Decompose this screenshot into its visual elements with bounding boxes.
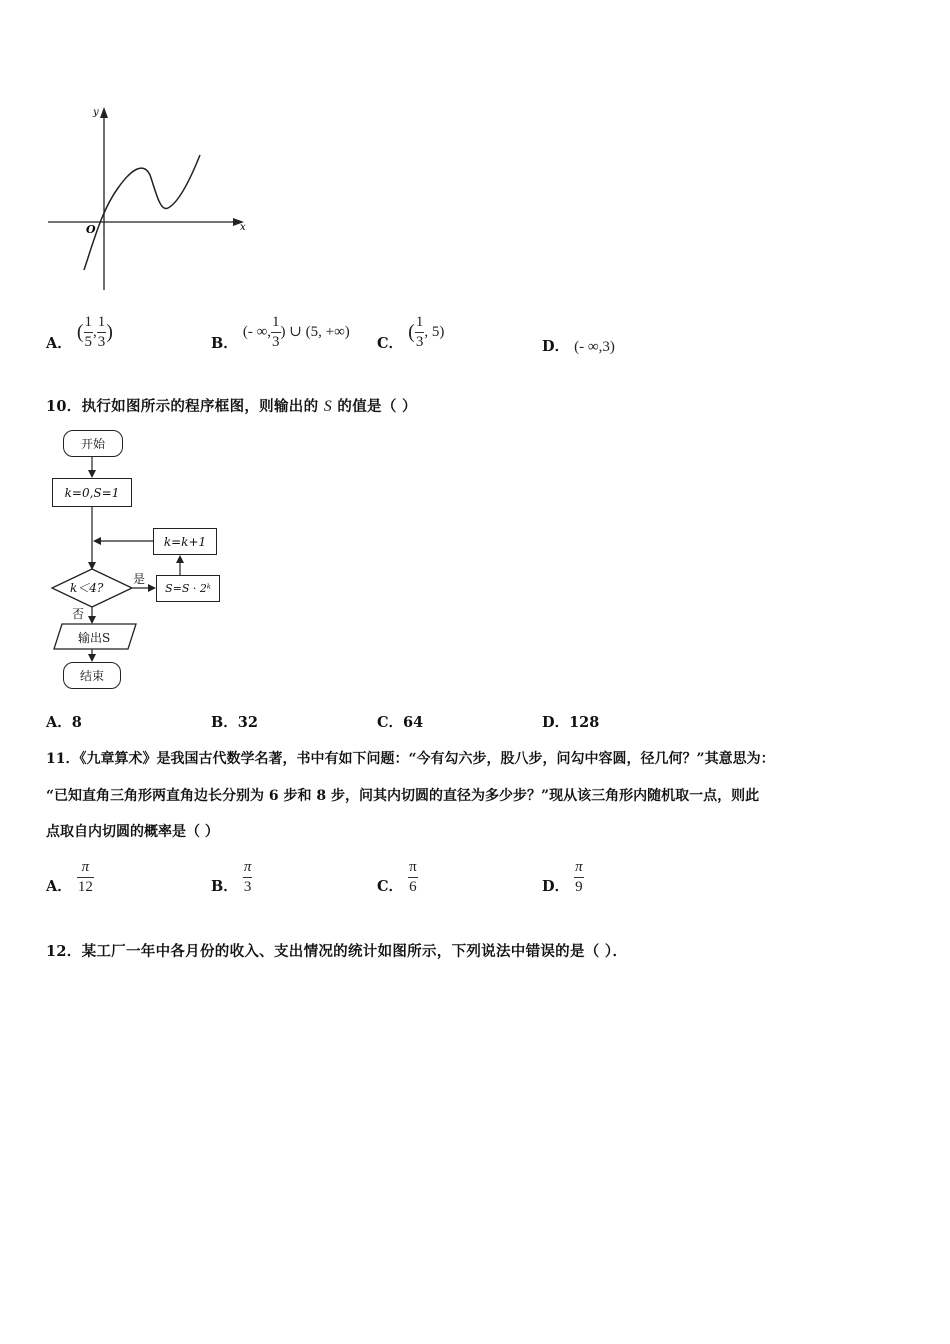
- q10-option-d[interactable]: D．128: [542, 714, 600, 731]
- condition-text: k＜4?: [70, 581, 104, 595]
- function-curve: [84, 155, 200, 270]
- no-label: 否: [72, 607, 85, 621]
- option-letter: B．: [211, 334, 238, 352]
- option-letter: D．: [542, 338, 570, 355]
- option-value: 8: [71, 714, 82, 731]
- option-value: 128: [569, 714, 600, 731]
- yes-label: 是: [133, 572, 146, 586]
- fraction: $\frac{1}{5}$: [84, 314, 93, 350]
- q10-stem: 10．执行如图所示的程序框图，则输出的 S 的值是（ ）: [46, 398, 417, 415]
- q10-option-a[interactable]: A．8: [46, 714, 82, 731]
- q9-option-b[interactable]: B． (- ∞, $\frac{1}{3}$ ) ∪ (5, +∞): [211, 314, 350, 352]
- fraction: $\frac{\pi}{12}$: [77, 859, 93, 895]
- q11-option-a[interactable]: A． $\frac{\pi}{12}$: [46, 859, 93, 895]
- q11-option-d[interactable]: D． $\frac{\pi}{9}$: [542, 859, 583, 895]
- process-box: S=S · 2ᵏ: [156, 575, 220, 602]
- q11-option-c[interactable]: C． $\frac{\pi}{6}$: [377, 859, 417, 895]
- output-text: 输出S: [78, 631, 111, 645]
- function-graph: [40, 100, 260, 295]
- q9-option-d[interactable]: [542, 335, 615, 356]
- fraction: $\frac{1}{3}$: [415, 314, 424, 350]
- fraction: $\frac{1}{3}$: [97, 314, 106, 350]
- q12-stem: 12．某工厂一年中各月份的收入、支出情况的统计如图所示，下列说法中错误的是（ ）．: [46, 943, 628, 960]
- y-axis-label: y: [93, 107, 99, 118]
- option-letter: A．: [46, 334, 72, 352]
- q11-stem-line3: 点取自内切圆的概率是（ ）: [46, 824, 219, 840]
- option-value: 32: [237, 714, 258, 731]
- fraction: $\frac{\pi}{9}$: [575, 859, 583, 895]
- option-letter: C．: [377, 334, 404, 352]
- update-box: k=k+1: [153, 528, 217, 555]
- q11-option-b[interactable]: B． $\frac{\pi}{3}$: [211, 859, 252, 895]
- q10-option-c[interactable]: C．64: [377, 714, 424, 731]
- start-terminal: 开始: [63, 430, 123, 457]
- end-terminal: 结束: [63, 662, 121, 689]
- fraction: $\frac{\pi}{3}$: [243, 859, 252, 895]
- option-value: 64: [403, 714, 424, 731]
- flowchart: [40, 425, 240, 695]
- x-axis-label: x: [240, 222, 246, 233]
- y-axis-arrow-icon: [100, 107, 108, 118]
- option-value: (- ∞,3): [574, 339, 615, 355]
- init-box: k=0,S=1: [52, 478, 132, 507]
- q9-option-a[interactable]: A． ( $\frac{1}{5}$ , $\frac{1}{3}$ ): [46, 314, 113, 352]
- q9-option-c[interactable]: C． ( $\frac{1}{3}$ , 5): [377, 314, 445, 352]
- q11-stem-line2: “已知直角三角形两直角边长分别为 6 步和 8 步，问其内切圆的直径为多少步？”现从该三角形内随机取一点，则此: [46, 788, 760, 804]
- fraction: $\frac{1}{3}$: [272, 314, 280, 350]
- q10-option-b[interactable]: B．32: [211, 714, 258, 731]
- flowchart-lines: [40, 425, 240, 695]
- origin-label: O: [86, 223, 96, 236]
- fraction: $\frac{\pi}{6}$: [409, 859, 417, 895]
- q11-stem-line1: 11．《九章算术》是我国古代数学名著，书中有如下问题：“今有勾六步，股八步，问勾中容圆，径几何？”其意思为：: [46, 751, 775, 767]
